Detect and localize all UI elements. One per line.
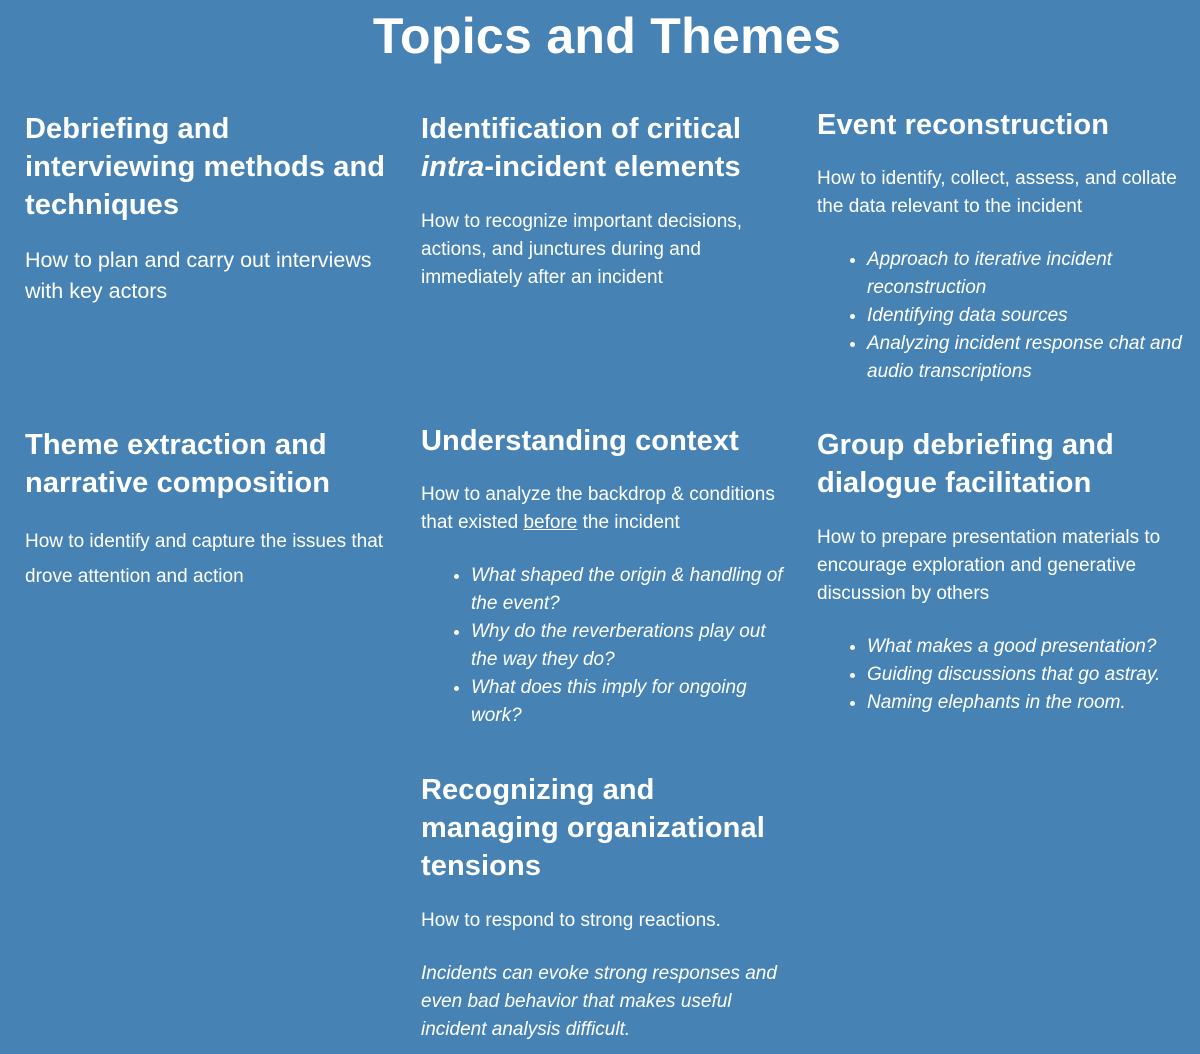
page-title: Topics and Themes [372,8,842,64]
topic-heading: Event reconstruction [817,109,1110,141]
topic-heading-line1: Identification of critical [421,113,742,145]
list-item: • Naming elephants in the room. [867,689,1192,717]
topic-bullet-list [421,562,793,730]
topic-description [421,481,793,537]
list-item: • Identifying data sources [867,302,1192,330]
topic-heading-emphasis: intra [421,151,485,183]
topic-description: How to prepare presentation materials to encourage exploration and generative discussion by others [817,527,1161,604]
list-item: • What makes a good presentation? [867,633,1192,661]
list-item: • Why do the reverberations play out the way they do? [471,618,793,674]
topic-heading: Theme extraction and narrative composition [25,429,331,499]
topic-bullet-list [817,246,1192,386]
topic-description: How to plan and carry out interviews with key actors [25,248,372,303]
topic-description-underlined: before [523,512,578,533]
topic-group-debriefing [817,426,1192,717]
list-item: • Guiding discussions that go astray. [867,661,1192,689]
topic-description: How to identify, collect, assess, and collate the data relevant to the incident [817,168,1177,217]
topic-event-reconstruction [817,106,1192,386]
topic-heading-rest: -incident elements [484,151,741,183]
topic-identification [421,110,793,292]
list-item: • Analyzing incident response chat and audio transcriptions [867,330,1192,386]
topic-description: How to respond to strong reactions. [421,910,721,931]
list-item: • What does this imply for ongoing work? [471,674,793,730]
topic-heading: Group debriefing and dialogue facilitation [817,429,1114,499]
topic-description: How to recognize important decisions, actions, and junctures during and immediately after an incident [421,211,743,288]
topic-description-before: How to analyze the backdrop & conditions that existed [421,484,775,533]
topic-theme-extraction [25,426,395,594]
topic-bullet-list [817,633,1192,717]
topic-note: Incidents can evoke strong responses and even bad behavior that makes useful incident analysis difficult. [421,963,777,1040]
topic-heading: Understanding context [421,425,739,457]
topic-description: How to identify and capture the issues that drove attention and action [25,531,384,587]
list-item: • What shaped the origin & handling of the event? [471,562,793,618]
topic-debriefing [25,110,395,307]
list-item: • Approach to iterative incident reconstruction [867,246,1192,302]
topic-heading: Recognizing and managing organizational tensions [421,774,765,882]
topic-heading: Debriefing and interviewing methods and techniques [25,113,386,221]
topic-description-after: the incident [577,512,680,533]
topic-heading [421,110,793,186]
topic-understanding-context [421,422,793,730]
topic-organizational-tensions [421,771,793,1044]
